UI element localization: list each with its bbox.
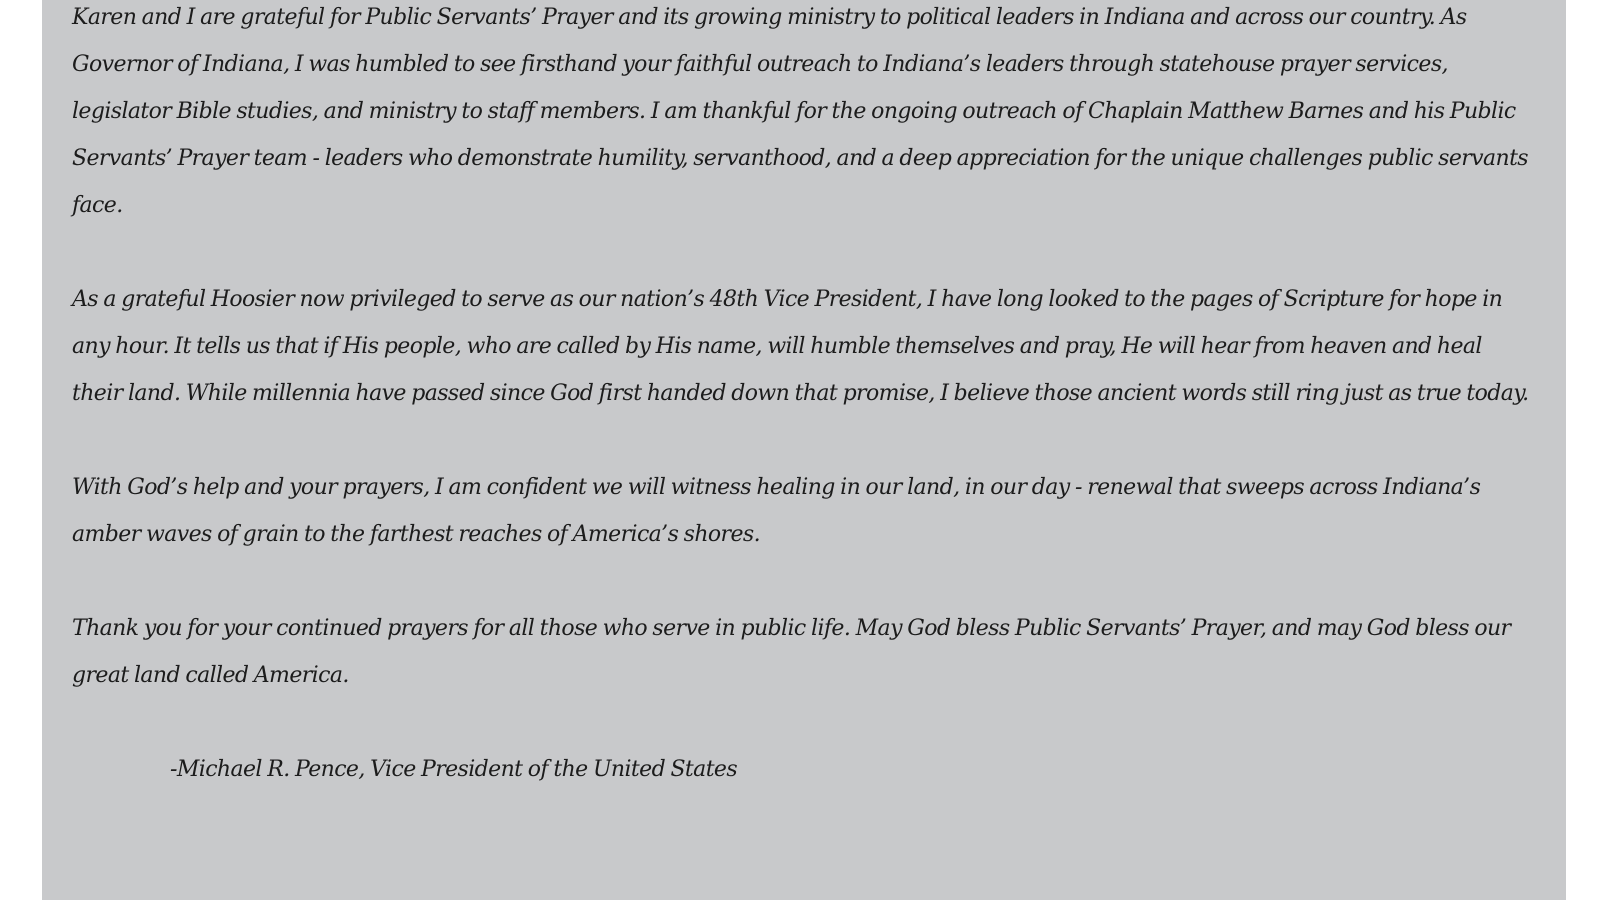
letter-paragraph-4: Thank you for your continued prayers for all those who serve in public life. May God bless Public Servants’ Prayer, and may God bless our great land called America. — [72, 616, 1511, 688]
letter-paragraph-2: As a grateful Hoosier now privileged to serve as our nation’s 48th Vice President, I have long looked to the pages of Scripture for hope in any hour. It tells us that if His people, who are called by His name, will humble themselves and pray, He will hear from heaven and heal their land. While millennia have passed since God first handed down that promise, I believe those ancient words still ring just as true today. — [72, 287, 1529, 406]
letter-paragraph-1: Karen and I are grateful for Public Servants’ Prayer and its growing ministry to political leaders in Indiana and across our country. As Governor of Indiana, I was humbled to see firsthand your faithful outreach to Indiana’s leaders through statehouse prayer services, legislator Bible studies, and ministry to staff members. I am thankful for the ongoing outreach of Chaplain Matthew Barnes and his Public Servants’ Prayer team - leaders who demonstrate humility, servanthood, and a deep appreciation for the unique challenges public servants face. — [72, 5, 1528, 218]
testimonial-letter-panel — [42, 0, 1566, 900]
letter-paragraph-3: With God’s help and your prayers, I am confident we will witness healing in our land, in our day - renewal that sweeps across Indiana’s amber waves of grain to the farthest reaches of America’s shores. — [72, 475, 1481, 547]
letter-signature: -Michael R. Pence, Vice President of the United States — [170, 757, 738, 782]
